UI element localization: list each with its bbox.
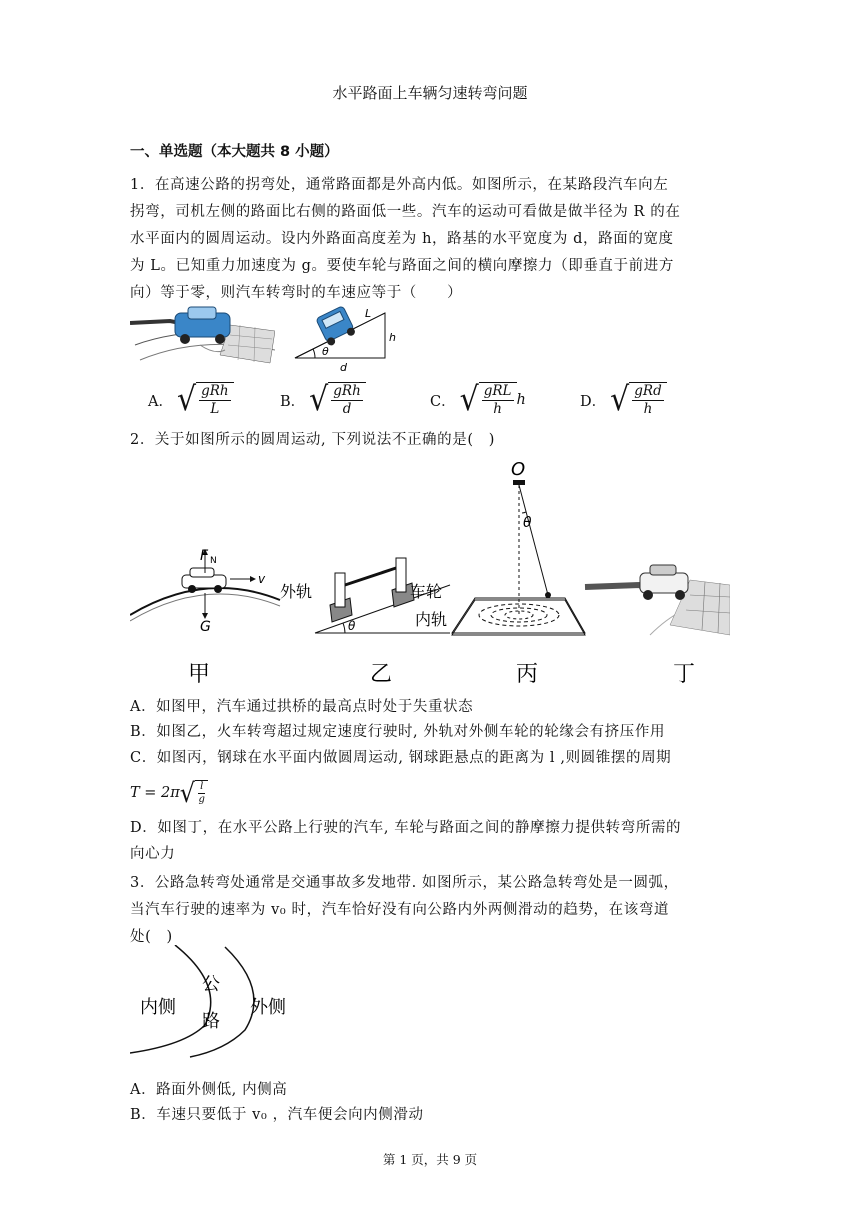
label-theta-bing: θ xyxy=(523,515,532,531)
option-label: A． xyxy=(148,393,173,410)
option-label: D． xyxy=(580,393,607,410)
sqrt-expression: √ $\frac{\text{gRh}}{d}$ xyxy=(309,382,366,418)
section-heading: 一、单选题（本大题共 8 小题） xyxy=(130,144,339,160)
q1-line: 为 L。已知重力加速度为 g。要使车轮与路面之间的横向摩擦力（即垂直于前进方 xyxy=(130,258,674,274)
sqrt-expression: √ $\frac{\text{gRd}}{h}$ xyxy=(610,382,667,418)
q1-option-d[interactable] xyxy=(580,382,667,418)
q1-line: 向）等于零，则汽车转弯时的车速应等于（ ） xyxy=(130,285,463,301)
figure-bing xyxy=(452,459,585,687)
label-v: v xyxy=(258,572,266,586)
label-road-2: 路 xyxy=(202,1011,220,1032)
q2-option-c[interactable]: C．如图丙，钢球在水平面内做圆周运动, 钢球距悬点的距离为 l ,则圆锥摆的周期 xyxy=(130,750,672,766)
label-h: h xyxy=(389,331,396,344)
label-inner-rail: 内轨 xyxy=(415,610,448,629)
q1-option-a[interactable] xyxy=(148,382,234,418)
question-3 xyxy=(130,870,730,951)
label-jia: 甲 xyxy=(188,662,211,687)
page-title: 水平路面上车辆匀速转弯问题 xyxy=(332,84,528,102)
q2-option-a[interactable]: A．如图甲，汽车通过拱桥的最高点时处于失重状态 xyxy=(130,699,474,715)
figure-ding xyxy=(585,565,730,687)
label-d: d xyxy=(340,361,347,373)
q2-option-c-formula: T = 2π √ $\frac{l}{g}$ xyxy=(130,778,208,808)
q3-option-b[interactable]: B．车速只要低于 v₀ ，汽车便会向内侧滑动 xyxy=(130,1107,424,1123)
q3-option-a[interactable]: A．路面外侧低, 内侧高 xyxy=(130,1082,288,1098)
label-yi: 乙 xyxy=(370,662,393,687)
label-inner-side: 内侧 xyxy=(140,997,176,1018)
q3-line: 处( ) xyxy=(130,929,173,945)
q1-line: 1．在高速公路的拐弯处，通常路面都是外高内低。如图所示，在某路段汽车向左 xyxy=(130,177,669,193)
q1-line: 拐弯，司机左侧的路面比右侧的路面低一些。汽车的运动可看做是做半径为 R 的在 xyxy=(130,204,681,220)
option-label: C． xyxy=(430,393,456,410)
q1-option-b[interactable] xyxy=(280,382,366,418)
label-fn-sub: N xyxy=(210,556,217,566)
q1-incline-diagram xyxy=(290,303,410,373)
label-L: L xyxy=(365,307,372,320)
question-1 xyxy=(130,172,730,307)
label-wheel: 车轮 xyxy=(410,582,443,601)
label-ding: 丁 xyxy=(673,662,696,687)
label-g: G xyxy=(200,619,211,635)
q3-road-diagram xyxy=(130,945,310,1060)
q2-option-d-cont: 向心力 xyxy=(130,846,176,862)
figure-jia xyxy=(130,548,280,687)
q1-line: 水平面内的圆周运动。设内外路面高度差为 h，路基的水平宽度为 d，路面的宽度 xyxy=(130,231,674,247)
label-bing: 丙 xyxy=(516,662,539,687)
figure-yi xyxy=(280,558,450,687)
option-label: B． xyxy=(280,393,306,410)
label-o: O xyxy=(511,459,526,480)
q2-option-d[interactable]: D．如图丁，在水平公路上行驶的汽车, 车轮与路面之间的静摩擦力提供转弯所需的 xyxy=(130,820,682,836)
page-footer: 第 1 页，共 9 页 xyxy=(382,1152,478,1167)
label-fn: F xyxy=(200,548,209,564)
q1-car-photo xyxy=(130,305,275,365)
label-theta: θ xyxy=(322,345,329,358)
q1-option-c[interactable]: C． √ $\frac{\text{gRL}}{h}$ h xyxy=(430,380,526,419)
q2-stem: 2．关于如图所示的圆周运动, 下列说法不正确的是( ) xyxy=(130,432,495,448)
q2-option-b[interactable]: B．如图乙，火车转弯超过规定速度行驶时, 外轨对外侧车轮的轮缘会有挤压作用 xyxy=(130,724,666,740)
q3-line: 当汽车行驶的速率为 v₀ 时，汽车恰好没有向公路内外两侧滑动的趋势，在该弯道 xyxy=(130,902,670,918)
q3-line: 3．公路急转弯处通常是交通事故多发地带. 如图所示，某公路急转弯处是一圆弧， xyxy=(130,875,679,891)
label-road-1: 公 xyxy=(202,974,220,995)
label-theta-yi: θ xyxy=(348,619,356,633)
label-outer-side: 外侧 xyxy=(250,997,286,1018)
label-outer-rail: 外轨 xyxy=(280,582,313,601)
q2-figures xyxy=(130,455,730,690)
sqrt-expression: √ $\frac{\text{gRL}}{h}$ xyxy=(460,382,517,418)
sqrt-expression: √ $\frac{\text{gRh}}{L}$ xyxy=(177,382,234,418)
sqrt-expression: √ $\frac{l}{g}$ xyxy=(180,778,209,808)
